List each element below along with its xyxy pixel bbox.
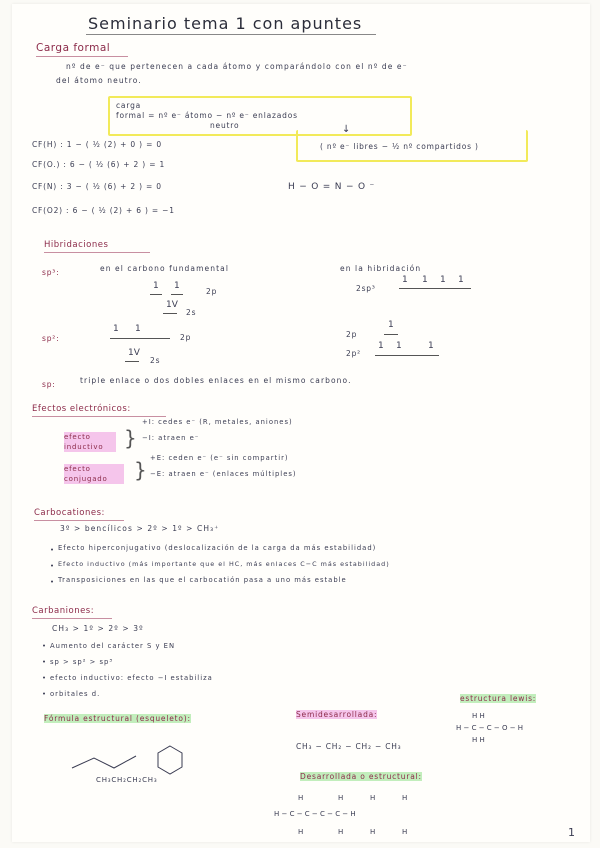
sp2-label: sp²: bbox=[42, 334, 60, 343]
cf-line: CF(N) : 3 − ( ½ (6) + 2 ) = 0 bbox=[32, 182, 162, 191]
box-formula: formal = nº e⁻ átomo − nº e⁻ enlazados bbox=[116, 111, 298, 120]
cf-line: CF(O2) : 6 − ( ½ (2) + 6 ) = −1 bbox=[32, 206, 175, 215]
brace: } bbox=[124, 426, 138, 450]
orbital-box bbox=[125, 361, 139, 362]
cf-line: CF(O.) : 6 − ( ½ (6) + 2 ) = 1 bbox=[32, 160, 166, 169]
section-heading-carbaniones: Carbaniones: bbox=[32, 606, 95, 616]
cf-line: CF(H) : 1 − ( ½ (2) + 0 ) = 0 bbox=[32, 140, 162, 149]
semidesarrollada-heading: Semidesarrollada: bbox=[296, 710, 378, 719]
carbanion-order: CH₃ > 1º > 2º > 3º bbox=[52, 624, 144, 633]
section-underline bbox=[32, 618, 112, 619]
lewis-diagram bbox=[452, 708, 572, 748]
svg-text:H H: H H bbox=[472, 736, 485, 744]
orbital-electron: 1 bbox=[153, 281, 159, 291]
inductivo-minus: −I: atraen e⁻ bbox=[142, 434, 200, 442]
page-title: Seminario tema 1 con apuntes bbox=[88, 14, 363, 33]
carbanion-point: efecto inductivo: efecto −I estabiliza bbox=[50, 674, 213, 682]
conjugado-minus: −E: atraen e⁻ (enlaces múltiples) bbox=[150, 470, 297, 478]
carbanion-point: sp > sp² > sp³ bbox=[50, 658, 114, 666]
orbital-electron: 1 bbox=[428, 341, 434, 351]
svg-text:H: H bbox=[370, 828, 376, 836]
sp3-text: en el carbono fundamental bbox=[100, 264, 230, 273]
orbital-electron-pair: 1V bbox=[166, 300, 178, 310]
orbital-label-2p: 2p bbox=[346, 330, 358, 339]
orbital-electron: 1 bbox=[113, 324, 119, 334]
orbital-label-2s: 2s bbox=[186, 308, 197, 317]
orbital-box bbox=[399, 288, 471, 289]
orbital-box bbox=[375, 355, 439, 356]
carbanion-point: orbitales d. bbox=[50, 690, 101, 698]
carbocation-point: • bbox=[50, 562, 56, 570]
svg-text:H: H bbox=[402, 794, 408, 802]
orbital-box bbox=[110, 338, 170, 339]
orbital-electron: 1 bbox=[396, 341, 402, 351]
libres-formula: ( nº e⁻ libres − ½ nº compartidos ) bbox=[320, 142, 479, 151]
svg-text:H: H bbox=[338, 794, 344, 802]
page-number: 1 bbox=[568, 826, 575, 839]
carbanion-point: • bbox=[42, 658, 48, 666]
orbital-label-2p: 2p bbox=[206, 287, 218, 296]
carbanion-point: • bbox=[42, 674, 48, 682]
esqueleto-heading: Fórmula estructural (esqueleto): bbox=[44, 714, 191, 723]
svg-text:H: H bbox=[402, 828, 408, 836]
conjugado-plus: +E: ceden e⁻ (e⁻ sin compartir) bbox=[150, 454, 289, 462]
inductivo-plus: +I: cedes e⁻ (R, metales, aniones) bbox=[142, 418, 293, 426]
orbital-electron: 1 bbox=[378, 341, 384, 351]
lewis-structure: H − O = N − O ⁻ bbox=[288, 182, 376, 192]
section-underline bbox=[44, 252, 150, 253]
box-label: carga bbox=[116, 101, 142, 110]
svg-text:H: H bbox=[338, 828, 344, 836]
orbital-electron: 1 bbox=[388, 320, 394, 330]
orbital-box bbox=[384, 334, 398, 335]
definition-line: nº de e⁻ que pertenecen a cada átomo y comparándolo con el nº de e⁻ bbox=[66, 62, 408, 71]
inductivo-label: efecto inductivo bbox=[64, 432, 116, 452]
svg-text:H: H bbox=[298, 828, 304, 836]
down-arrow: ↓ bbox=[342, 124, 352, 135]
orbital-electron-pair: 1V bbox=[128, 348, 140, 358]
orbital-box bbox=[163, 313, 177, 314]
section-underline bbox=[34, 520, 124, 521]
orbital-label-2p2: 2p² bbox=[346, 349, 361, 358]
section-heading-hibridaciones: Hibridaciones bbox=[44, 240, 109, 250]
sp-text: triple enlace o dos dobles enlaces en el mismo carbono. bbox=[80, 376, 352, 385]
title-underline bbox=[86, 34, 376, 35]
orbital-electron: 1 bbox=[174, 281, 180, 291]
section-underline bbox=[36, 56, 128, 57]
skeletal-structure bbox=[66, 740, 196, 780]
carbocation-point: Efecto inductivo (más importante que el HC, más enlaces C−C más estabilidad) bbox=[58, 560, 390, 568]
sp3-text: en la hibridación bbox=[340, 264, 422, 273]
svg-text:H − C − C − O − H: H − C − C − O − H bbox=[456, 724, 524, 732]
orbital-electron: 1 bbox=[422, 275, 428, 285]
esqueleto-formula: CH₃CH₂CH₂CH₃ bbox=[96, 776, 158, 784]
orbital-electron: 1 bbox=[458, 275, 464, 285]
conjugado-label: efecto conjugado bbox=[64, 464, 124, 484]
orbital-label-2p: 2p bbox=[180, 333, 192, 342]
brace: } bbox=[134, 458, 148, 482]
orbital-label-2s: 2s bbox=[150, 356, 161, 365]
carbocation-point: • bbox=[50, 546, 56, 554]
box-label: neutro bbox=[210, 121, 240, 130]
developed-structure bbox=[270, 790, 440, 840]
carbocation-point: Efecto hiperconjugativo (deslocalización de la carga da más estabilidad) bbox=[58, 544, 377, 552]
semidesarrollada-formula: CH₃ − CH₂ − CH₂ − CH₃ bbox=[296, 742, 402, 751]
orbital-box bbox=[171, 294, 183, 295]
carbanion-point: • bbox=[42, 690, 48, 698]
orbital-electron: 1 bbox=[440, 275, 446, 285]
section-heading-efectos: Efectos electrónicos: bbox=[32, 404, 131, 414]
sp-label: sp: bbox=[42, 380, 56, 389]
section-heading-carbocationes: Carbocationes: bbox=[34, 508, 105, 518]
desarrollada-heading: Desarrollada o estructural: bbox=[300, 772, 422, 781]
definition-line: del átomo neutro. bbox=[56, 76, 142, 85]
section-heading-carga-formal: Carga formal bbox=[36, 42, 111, 54]
carbanion-point: Aumento del carácter S y EN bbox=[50, 642, 176, 650]
carbocation-point: • bbox=[50, 578, 56, 586]
svg-text:H H: H H bbox=[472, 712, 485, 720]
orbital-electron: 1 bbox=[135, 324, 141, 334]
carbanion-point: • bbox=[42, 642, 48, 650]
svg-text:H − C − C − C − C − H: H − C − C − C − C − H bbox=[274, 810, 356, 818]
section-underline bbox=[32, 416, 166, 417]
carbocation-point: Transposiciones en las que el carbocatión pasa a uno más estable bbox=[58, 576, 347, 584]
orbital-box bbox=[150, 294, 162, 295]
svg-text:H: H bbox=[298, 794, 304, 802]
orbital-label-2sp3: 2sp³ bbox=[356, 284, 376, 293]
orbital-electron: 1 bbox=[402, 275, 408, 285]
carbocation-order: 3º > bencílicos > 2º > 1º > CH₃⁺ bbox=[60, 524, 220, 533]
lewis-heading: estructura lewis: bbox=[460, 694, 537, 703]
sp3-label: sp³: bbox=[42, 268, 60, 277]
svg-text:H: H bbox=[370, 794, 376, 802]
